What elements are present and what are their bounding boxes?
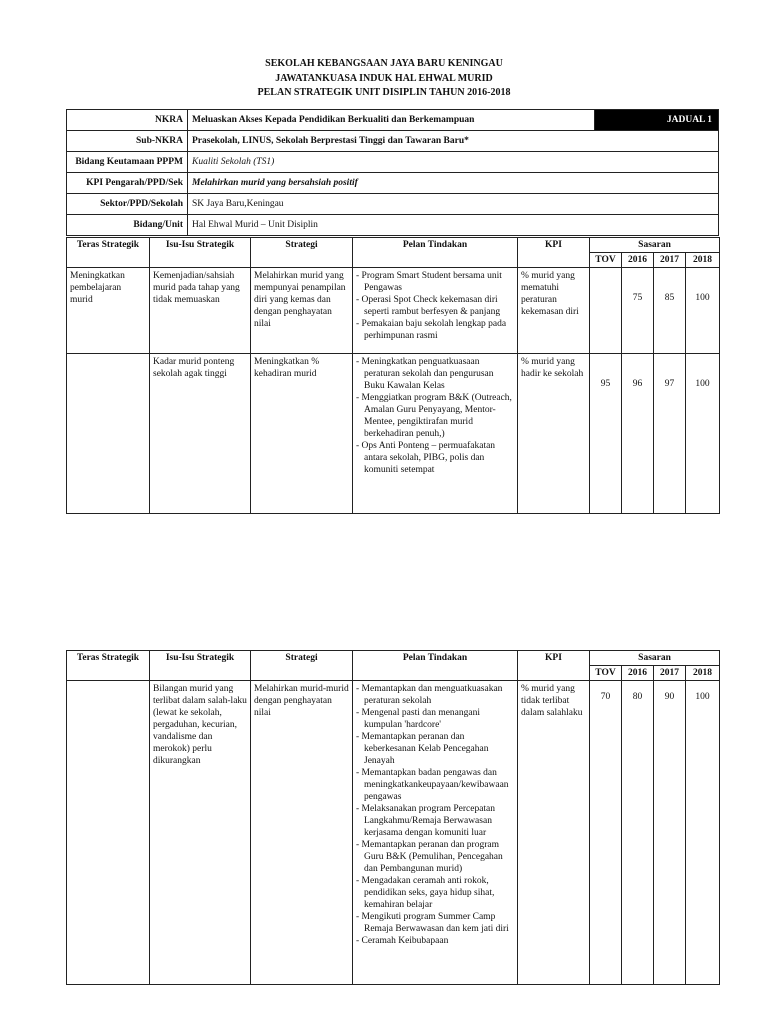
cell-2018: 100 xyxy=(686,354,720,514)
info-value: Melahirkan murid yang bersahsiah positif xyxy=(188,173,719,194)
cell-kpi: % murid yang hadir ke sekolah xyxy=(518,354,590,514)
action-item: - Ops Anti Ponteng – permuafakatan antara sekolah, PIBG, polis dan komuniti setempat xyxy=(356,440,514,476)
cell-tov xyxy=(590,268,622,354)
info-row-sektor xyxy=(67,194,719,215)
jadual-badge: JADUAL 1 xyxy=(595,110,719,131)
cell-strategi: Melahirkan murid yang mempunyai penampilan diri yang kemas dan dengan penghayatan nilai xyxy=(251,268,353,354)
info-row-bidang-keutamaan xyxy=(67,152,719,173)
strategy-table-2 xyxy=(66,650,720,985)
cell-pelan xyxy=(353,268,518,354)
col-header-tov: TOV xyxy=(590,666,622,681)
info-value: Hal Ehwal Murid – Unit Disiplin xyxy=(188,215,719,236)
action-item: - Mengadakan ceramah anti rokok, pendidikan seks, gaya hidup sihat, kemahiran belajar xyxy=(356,875,514,911)
col-header-pelan: Pelan Tindakan xyxy=(353,238,518,268)
cell-isu: Kadar murid ponteng sekolah agak tinggi xyxy=(150,354,251,514)
col-header-strategi: Strategi xyxy=(251,238,353,268)
cell-2017: 85 xyxy=(654,268,686,354)
cell-tov: 95 xyxy=(590,354,622,514)
col-header-2018: 2018 xyxy=(686,253,720,268)
document-header xyxy=(0,57,768,101)
table-row xyxy=(67,268,720,354)
cell-2016: 80 xyxy=(622,681,654,985)
action-item: - Menggiatkan program B&K (Outreach, Amalan Guru Penyayang, Mentor-Mentee, pengiktirafan murid berkehadiran penuh,) xyxy=(356,392,514,440)
col-header-2016: 2016 xyxy=(622,253,654,268)
school-name: SEKOLAH KEBANGSAAN JAYA BARU KENINGAU xyxy=(265,58,503,69)
info-label: Bidang/Unit xyxy=(67,215,188,236)
info-row-kpi xyxy=(67,173,719,194)
info-value: Kualiti Sekolah (TS1) xyxy=(188,152,719,173)
action-list xyxy=(356,270,514,342)
cell-pelan xyxy=(353,681,518,985)
table-row xyxy=(67,354,720,514)
cell-2017: 97 xyxy=(654,354,686,514)
col-header-teras: Teras Strategik xyxy=(67,238,150,268)
table-row xyxy=(67,681,720,985)
action-item: - Pemakaian baju sekolah lengkap pada perhimpunan rasmi xyxy=(356,318,514,342)
info-label: KPI Pengarah/PPD/Sek xyxy=(67,173,188,194)
action-item: - Memantapkan peranan dan program Guru B&K (Pemulihan, Pencegahan dan Pembangunan murid) xyxy=(356,839,514,875)
committee-name: JAWATANKUASA INDUK HAL EHWAL MURID xyxy=(275,72,493,84)
col-header-2018: 2018 xyxy=(686,666,720,681)
action-item: - Memantapkan badan pengawas dan meningkatkankeupayaan/kewibawaan pengawas xyxy=(356,767,514,803)
info-label: NKRA xyxy=(67,110,188,131)
cell-pelan xyxy=(353,354,518,514)
info-value: Prasekolah, LINUS, Sekolah Berprestasi Tinggi dan Tawaran Baru* xyxy=(188,131,719,152)
col-header-2017: 2017 xyxy=(654,666,686,681)
action-item: - Mengenal pasti dan menangani kumpulan 'hardcore' xyxy=(356,707,514,731)
action-item: - Memantapkan peranan dan keberkesanan Kelab Pencegahan Jenayah xyxy=(356,731,514,767)
cell-kpi: % murid yang tidak terlibat dalam salahlaku xyxy=(518,681,590,985)
col-header-teras: Teras Strategik xyxy=(67,651,150,681)
info-row-nkra xyxy=(67,110,719,131)
col-header-pelan: Pelan Tindakan xyxy=(353,651,518,681)
col-header-sasaran: Sasaran xyxy=(590,651,720,666)
col-header-isu: Isu-Isu Strategik xyxy=(150,238,251,268)
info-table xyxy=(66,109,719,236)
action-list xyxy=(356,683,514,947)
col-header-kpi: KPI xyxy=(518,238,590,268)
strategy-table-1 xyxy=(66,237,720,514)
info-label: Sektor/PPD/Sekolah xyxy=(67,194,188,215)
info-value: Meluaskan Akses Kepada Pendidikan Berkualiti dan Berkemampuan xyxy=(188,110,595,131)
cell-2018: 100 xyxy=(686,268,720,354)
cell-tov: 70 xyxy=(590,681,622,985)
action-list xyxy=(356,356,514,476)
col-header-kpi: KPI xyxy=(518,651,590,681)
col-header-2016: 2016 xyxy=(622,666,654,681)
info-label: Bidang Keutamaan PPPM xyxy=(67,152,188,173)
cell-2016: 96 xyxy=(622,354,654,514)
action-item: - Ceramah Keibubapaan xyxy=(356,935,514,947)
info-row-bidang-unit xyxy=(67,215,719,236)
action-item: - Program Smart Student bersama unit Pengawas xyxy=(356,270,514,294)
cell-2017: 90 xyxy=(654,681,686,985)
col-header-sasaran: Sasaran xyxy=(590,238,720,253)
cell-teras xyxy=(67,354,150,514)
col-header-isu: Isu-Isu Strategik xyxy=(150,651,251,681)
col-header-2017: 2017 xyxy=(654,253,686,268)
action-item: - Operasi Spot Check kekemasan diri seperti rambut berfesyen & panjang xyxy=(356,294,514,318)
cell-teras xyxy=(67,681,150,985)
table-header-row xyxy=(67,238,720,253)
info-row-sub-nkra xyxy=(67,131,719,152)
table-header-row xyxy=(67,651,720,666)
cell-2018: 100 xyxy=(686,681,720,985)
plan-title: PELAN STRATEGIK UNIT DISIPLIN TAHUN 2016-2018 xyxy=(257,87,511,98)
info-label: Sub-NKRA xyxy=(67,131,188,152)
action-item: - Mengikuti program Summer Camp Remaja Berwawasan dan kem jati diri xyxy=(356,911,514,935)
col-header-strategi: Strategi xyxy=(251,651,353,681)
cell-strategi: Melahirkan murid-murid dengan penghayatan nilai xyxy=(251,681,353,985)
info-value: SK Jaya Baru,Keningau xyxy=(188,194,719,215)
cell-strategi: Meningkatkan % kehadiran murid xyxy=(251,354,353,514)
action-item: - Melaksanakan program Percepatan Langkahmu/Remaja Berwawasan kerjasama dengan komuniti luar xyxy=(356,803,514,839)
cell-kpi: % murid yang mematuhi peraturan kekemasan diri xyxy=(518,268,590,354)
action-item: - Memantapkan dan menguatkuasakan peraturan sekolah xyxy=(356,683,514,707)
cell-isu: Kemenjadian/sahsiah murid pada tahap yang tidak memuaskan xyxy=(150,268,251,354)
cell-2016: 75 xyxy=(622,268,654,354)
action-item: - Meningkatkan penguatkuasaan peraturan sekolah dan pengurusan Buku Kawalan Kelas xyxy=(356,356,514,392)
cell-isu: Bilangan murid yang terlibat dalam salah-laku (lewat ke sekolah, pergaduhan, kecurian, vandalisme dan merokok) perlu dikurangkan xyxy=(150,681,251,985)
cell-teras: Meningkatkan pembelajaran murid xyxy=(67,268,150,354)
col-header-tov: TOV xyxy=(590,253,622,268)
